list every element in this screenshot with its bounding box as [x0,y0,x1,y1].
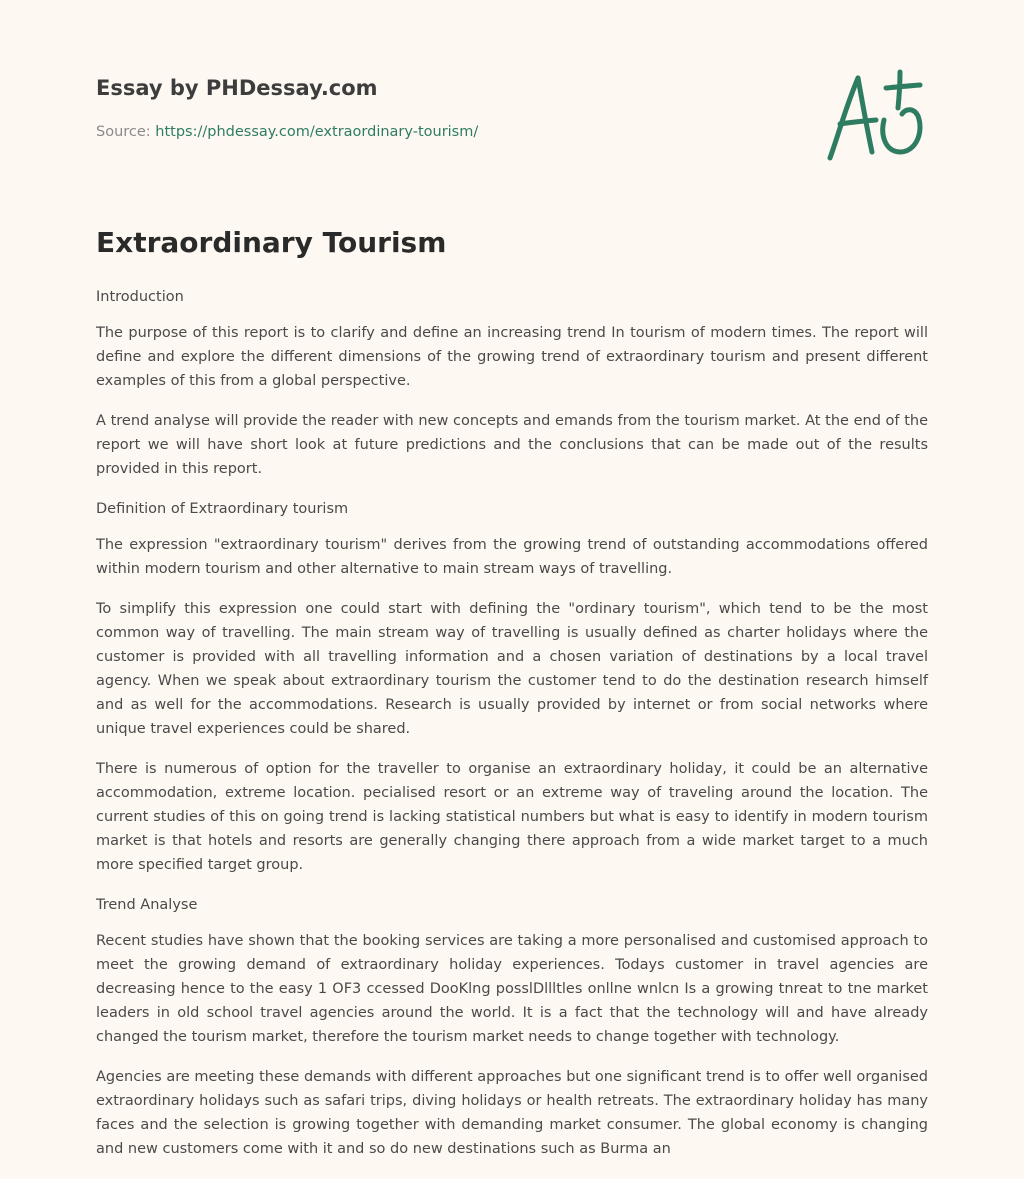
source-label: Source: [96,124,156,140]
section-heading: Definition of Extraordinary tourism [96,501,349,517]
paragraph: Agencies are meeting these demands with different approaches but one significant trend is to offer well organised extraordinary holidays such as safari trips, diving holidays or health retreats. The extraordinary holiday has many faces and the selection is growing together with demanding market consumer. The global economy is changing and new customers come with it and so do new destinations such as Burma an [96,1069,928,1157]
section-heading: Trend Analyse [96,897,198,913]
paragraph: To simplify this expression one could start with defining the "ordinary tourism", which tend to be the most common way of travelling. The main stream way of travelling is usually defined as charter holidays where the customer is provided with all travelling information and a chosen variation of destinations by a local travel agency. When we speak about extraordinary tourism the customer tend to do the destination research himself and as well for the accommodations. Research is usually provided by internet or from social networks where unique travel experiences could be shared. [96,601,928,737]
paragraph: The expression "extraordinary tourism" derives from the growing trend of outstanding accommodations offered within modern tourism and other alternative to main stream ways of travelling. [96,537,928,577]
paragraph: There is numerous of option for the traveller to organise an extraordinary holiday, it could be an alternative accommodation, extreme location. pecialised resort or an extreme way of traveling around the location. The current studies of this on going trend is lacking statistical numbers but what is easy to identify in modern tourism market is that hotels and resorts are generally changing there approach from a wide market target to a much more specified target group. [96,761,928,873]
essay-title: Extraordinary Tourism [96,226,447,259]
a-plus-logo-icon [824,66,928,166]
site-title: Essay by PHDessay.com [96,76,378,100]
paragraph: Recent studies have shown that the booking services are taking a more personalised and customised approach to meet the growing demand of extraordinary holiday experiences. Todays customer in travel agencies are decreasing hence to the easy 1 OF3 ccessed DooKlng posslDllltles onllne wnlcn Is a growing tnreat to tne market leaders in old school travel agencies around the world. It is a fact that the technology will and have already changed the tourism market, therefore the tourism market needs to change together with technology. [96,933,928,1045]
section-heading: Introduction [96,289,184,305]
paragraph: A trend analyse will provide the reader with new concepts and emands from the tourism market. At the end of the report we will have short look at future predictions and the conclusions that can be made out of the results provided in this report. [96,413,928,477]
essay-body [96,285,928,1177]
source-link[interactable]: https://phdessay.com/extraordinary-tourism/ [155,124,479,140]
paragraph: The purpose of this report is to clarify and define an increasing trend In tourism of modern times. The report will define and explore the different dimensions of the growing trend of extraordinary tourism and present different examples of this from a global perspective. [96,325,928,389]
source-line [96,124,478,140]
